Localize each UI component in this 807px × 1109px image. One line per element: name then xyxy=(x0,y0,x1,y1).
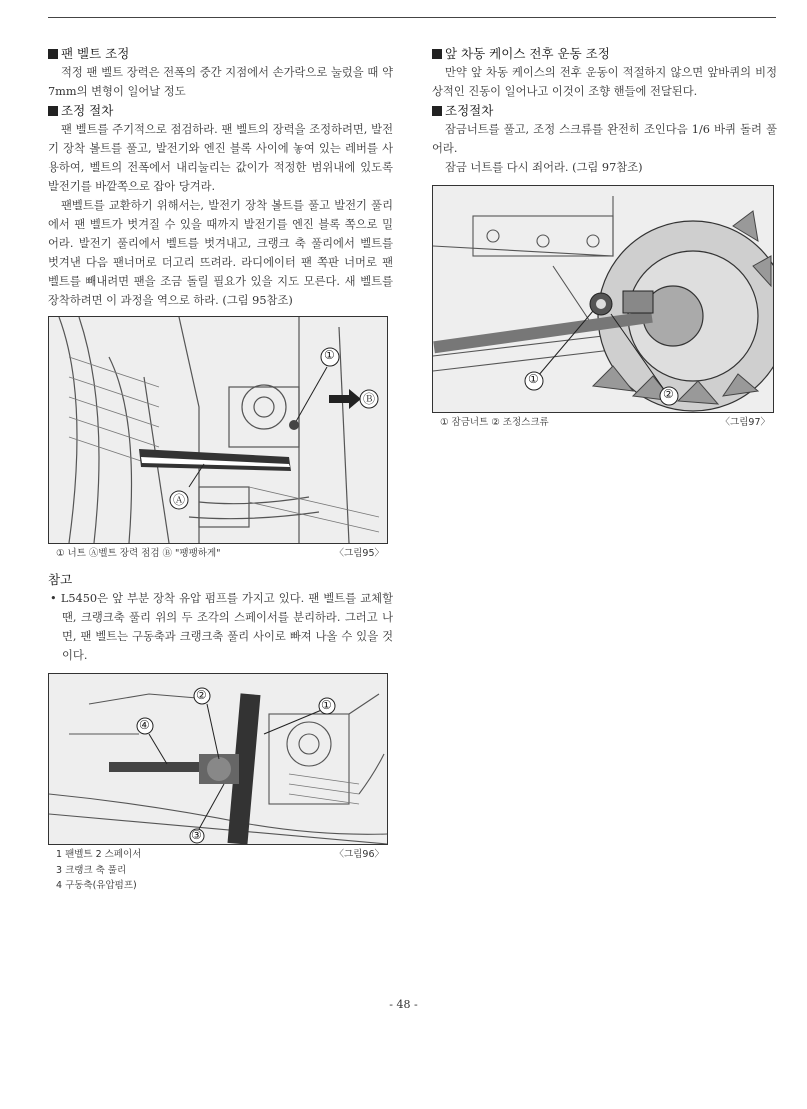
figure-97 xyxy=(432,185,774,413)
fig97-callout-1: ① xyxy=(528,372,539,386)
figure-95 xyxy=(48,316,388,544)
fig96-callout-4: ④ xyxy=(139,718,150,732)
fig95-callout-b: Ⓑ xyxy=(363,392,376,406)
square-bullet-icon xyxy=(432,106,442,116)
note-text: L5450은 앞 부분 장착 유압 펌프를 가지고 있다. 팬 벨트를 교체할 땐, 크랭크축 풀리 위의 두 조각의 스페이서를 분리하라. 그러고 나면, 팬 벨트는 구동축과 크랭크축 풀리 사이로 빠져 나올 수 있을 것이다. xyxy=(60,592,394,662)
fig96-caption-3: 4 구동축(유압펌프) xyxy=(56,880,137,891)
right-procedure-para2: 잠금 너트를 다시 죄어라. (그림 97참조) xyxy=(445,161,643,174)
fig97-caption: ① 잠금너트 ② 조정스크류 xyxy=(440,417,549,428)
fig96-caption-row xyxy=(48,847,386,863)
top-rule xyxy=(48,17,776,18)
left-column xyxy=(48,44,393,893)
fan-belt-adjust-heading: 팬 벨트 조정 xyxy=(48,44,393,63)
fig95-label: 〈그림95〉 xyxy=(334,548,384,559)
front-axle-illustration xyxy=(433,186,773,412)
front-diff-text: 만약 앞 차동 케이스의 전후 운동이 적절하지 않으면 앞바퀴의 비정상적인 진동이 일어나고 이것이 조향 핸들에 전달된다. xyxy=(432,66,777,98)
figure-96 xyxy=(48,673,388,845)
right-procedure-para1: 잠금너트를 풀고, 조정 스크류를 완전히 조인다음 1/6 바퀴 돌려 풀어라. xyxy=(432,123,777,155)
front-diff-heading: 앞 차동 케이스 전후 운동 조정 xyxy=(432,44,777,63)
fig95-caption: ① 너트 Ⓐ벨트 장력 점검 Ⓑ "팽팽하게" xyxy=(56,548,221,559)
fig95-callout-1: ① xyxy=(324,348,335,362)
hydraulic-pump-illustration xyxy=(49,674,387,844)
note-body xyxy=(48,589,393,665)
fan-belt-tension-text: 적정 팬 벨트 장력은 전폭의 중간 지점에서 손가락으로 눌렀을 때 약 7mm의 변형이 일어날 정도 xyxy=(48,66,393,98)
note-bullet: • xyxy=(50,592,57,605)
square-bullet-icon xyxy=(432,49,442,59)
fig96-label: 〈그림96〉 xyxy=(334,849,384,860)
fig97-label: 〈그림97〉 xyxy=(720,417,770,428)
fig97-callout-2: ② xyxy=(663,387,674,401)
fig95-caption-row xyxy=(48,546,386,562)
right-procedure-heading: 조정절차 xyxy=(432,101,777,120)
fig96-callout-3: ③ xyxy=(191,828,202,842)
note-title: 참고 xyxy=(48,572,73,587)
fig97-caption-row xyxy=(432,415,772,431)
fig96-caption-1: 1 팬벨트 2 스페이서 xyxy=(56,849,142,860)
fig96-caption-lines xyxy=(48,863,393,893)
fig96-callout-1: ① xyxy=(321,698,332,712)
right-column xyxy=(432,44,777,431)
fig96-callout-2: ② xyxy=(196,688,207,702)
fig96-caption-2: 3 크랭크 축 풀리 xyxy=(56,865,127,876)
page-number: - 48 - xyxy=(389,998,418,1011)
adjust-procedure-para1: 팬 벨트를 주기적으로 점검하라. 팬 벨트의 장력을 조정하려면, 발전기 장착 볼트를 풀고, 발전기와 엔진 블록 사이에 놓여 있는 레버를 사용하여, 벨트의 전폭에서 내리눌리는 값이가 적정한 범위내에 있도록 발전기를 바깥쪽으로 잡아 당겨라. xyxy=(48,123,393,193)
adjust-procedure-heading: 조정 절차 xyxy=(48,101,393,120)
square-bullet-icon xyxy=(48,106,58,116)
square-bullet-icon xyxy=(48,49,58,59)
fan-belt-illustration xyxy=(49,317,387,543)
fig95-callout-a: Ⓐ xyxy=(173,493,186,507)
adjust-procedure-para2: 팬벨트를 교환하기 위해서는, 발전기 장착 볼트를 풀고 발전기 풀리에서 팬 벨트가 벗겨질 수 있을 때까지 발전기를 엔진 블록 쪽으로 밀어라. 발전기 풀리에서 벨트를 벗겨내고, 크랭크 축 풀리에서 벨트를 벗겨낸 다음 팬너머로 더고리 뜨려라. 라디에이터 팬 쪽판 너머로 팬 벨트를 빼내려면 팬을 조금 돌릴 필요가 있을 지도 모른다. 새 벨트를 장착하려면 이 과정을 역으로 하라. (그림 95참조) xyxy=(48,199,393,307)
